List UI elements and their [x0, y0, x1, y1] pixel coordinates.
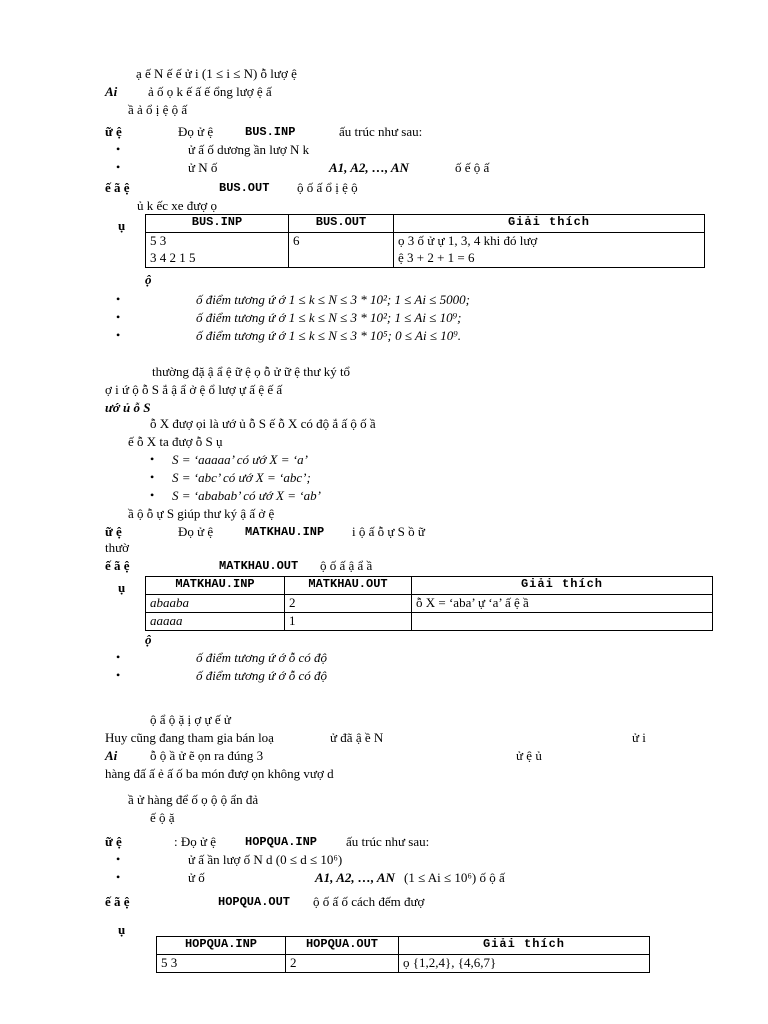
bullet-icon: • — [116, 668, 121, 682]
s3-input-bullet-2c: (1 ≤ Ai ≤ 10⁶) ố ộ ấ — [404, 870, 505, 885]
table-cell: aaaaa — [146, 613, 285, 631]
s1-output-text: ộ ố ấ ổ ị ệ ộ — [297, 180, 358, 195]
s3-line-6: ế ộ ặ — [150, 810, 175, 825]
table-cell: 6 — [289, 233, 394, 251]
s1-input-bullet-2a: ử N ố — [188, 160, 218, 175]
table-header: HOPQUA.OUT — [286, 937, 399, 955]
table-header: Giải thích — [394, 215, 705, 233]
table-cell — [412, 613, 713, 631]
table-header: MATKHAU.INP — [146, 577, 285, 595]
s1-example-table — [145, 214, 705, 268]
table-header: MATKHAU.OUT — [285, 577, 412, 595]
s3-input-bullet-2-vars: A1, A2, …, AN — [315, 870, 395, 885]
s2-limits-label: ộ — [145, 632, 152, 647]
s1-line-3: ầ ả ổ ị ệ ộ ấ — [128, 102, 188, 117]
table-header: HOPQUA.INP — [157, 937, 286, 955]
s3-line-2c: ử i — [632, 730, 646, 745]
s2-output-file: MATKHAU.OUT — [219, 559, 299, 573]
s1-input-bullet-2c: ố ế ộ ấ — [455, 160, 490, 175]
s1-input-tail: ấu trúc như sau: — [339, 124, 423, 139]
s1-limits-label: ộ — [145, 272, 152, 287]
s3-line-3c: ử ệ ủ — [516, 748, 542, 763]
bullet-icon: • — [150, 470, 155, 484]
s3-example-table — [156, 936, 650, 973]
bullet-icon: • — [116, 870, 121, 884]
bullet-icon: • — [116, 142, 121, 156]
s2-input-label: ữ ệ — [105, 524, 122, 539]
s2-line-4: ỗ X đượ ọi là ướ ủ ỗ S ế ỗ X có độ ắ ấ ộ ố ầ — [150, 416, 376, 431]
s2-output-label: ế ã ệ — [105, 558, 130, 573]
s3-input-label: ữ ệ — [105, 834, 122, 849]
s1-input-bullet-2-vars: A1, A2, …, AN — [329, 160, 409, 175]
s1-line-1: ạ ế N ế ế ử i (1 ≤ i ≤ N) ỗ lượ ệ — [136, 66, 297, 81]
s1-output-line-2: ủ k ếc xe đượ ọ — [137, 198, 217, 213]
bullet-icon: • — [116, 852, 121, 866]
s1-line-2-var: Ai — [105, 84, 118, 99]
s3-output-file: HOPQUA.OUT — [218, 895, 291, 909]
s3-line-1: ộ ẩ ộ ặ ị ợ ự ế ử — [150, 712, 231, 727]
table-cell: ọ 3 ố ử ự 1, 3, 4 khi đó lượ — [394, 233, 705, 251]
table-cell: abaaba — [146, 595, 285, 613]
s3-line-2a: Huy cũng đang tham gia bán loạ — [105, 730, 274, 745]
bullet-icon: • — [150, 452, 155, 466]
s2-input-file: MATKHAU.INP — [245, 525, 325, 539]
s2-line-5: ế ỗ X ta đượ ỗ S ụ — [128, 434, 223, 449]
table-header: BUS.OUT — [289, 215, 394, 233]
s2-limit-2: ố điểm tương ứ ớ ỗ có độ — [196, 668, 327, 683]
s1-output-label: ế ã ệ — [105, 180, 130, 195]
table-cell: 5 3 — [146, 233, 289, 251]
s2-output-text: ộ ố ấ ậ ẩ ầ — [320, 558, 373, 573]
table-cell: 2 — [286, 955, 399, 973]
s1-input-label: ữ ệ — [105, 124, 122, 139]
table-header: BUS.INP — [146, 215, 289, 233]
s1-limit-1: ố điểm tương ứ ớ 1 ≤ k ≤ N ≤ 3 * 10²; 1 ≤ Ai ≤ 5000; — [196, 292, 470, 307]
s3-example-label: ụ — [118, 922, 126, 937]
s1-line-2: ả ố ọ k ế ấ ế ổng lượ ệ ấ — [148, 84, 272, 99]
s3-line-4: hàng đấ ấ ẻ ấ ố ba món đượ ọn không vượ d — [105, 766, 334, 781]
bullet-icon: • — [116, 328, 121, 342]
s1-limit-2: ố điểm tương ứ ớ 1 ≤ k ≤ N ≤ 3 * 10²; 1 ≤ Ai ≤ 10⁹; — [196, 310, 462, 325]
s2-limit-1: ố điểm tương ứ ớ ỗ có độ — [196, 650, 327, 665]
s2-line-2: ợ i ứ ộ ỗ S ắ ậ ẩ ở ệ ổ lượ ự ấ ệ ế ấ — [105, 382, 283, 397]
table-cell: ọ {1,2,4}, {4,6,7} — [399, 955, 650, 973]
s2-line-7: thườ — [105, 540, 130, 555]
table-header: Giải thích — [399, 937, 650, 955]
s2-example-3: S = ‘ababab’ có ướ X = ‘ab’ — [172, 488, 321, 503]
s2-example-label: ụ — [118, 580, 126, 595]
table-cell: ỗ X = ‘aba’ ự ‘a’ ấ ệ ầ — [412, 595, 713, 613]
s1-limit-3: ố điểm tương ứ ớ 1 ≤ k ≤ N ≤ 3 * 10⁵; 0 ≤ Ai ≤ 10⁹. — [196, 328, 461, 343]
s2-example-1: S = ‘aaaaa’ có ướ X = ‘a’ — [172, 452, 308, 467]
bullet-icon: • — [150, 488, 155, 502]
s1-input-text: Đọ ử ệ — [178, 124, 214, 139]
s3-line-3-var: Ai — [105, 748, 118, 763]
s2-line-3: ướ ủ ỗ S — [105, 400, 151, 415]
s3-input-bullet-2a: ử ố — [188, 870, 205, 885]
table-cell: 3 4 2 1 5 — [146, 250, 289, 268]
s1-input-file: BUS.INP — [245, 125, 296, 139]
table-header: Giải thích — [412, 577, 713, 595]
s1-example-label: ụ — [118, 218, 126, 233]
s2-line-1: thường đặ ậ ẩ ệ ữ ệ ọ ỗ ử ữ ệ thư ký tổ — [152, 364, 351, 379]
s2-input-tail: i ộ ấ ỗ ự S ồ ữ — [352, 524, 425, 539]
s3-line-3b: ỗ ộ ầ ử ẽ ọn ra đúng 3 — [150, 748, 264, 763]
s3-input-text: : Đọ ử ệ — [174, 834, 217, 849]
s3-line-5: ầ ử hàng để ố ọ ộ ộ ẩn đả — [128, 792, 259, 807]
s3-output-label: ế ã ệ — [105, 894, 130, 909]
s2-line-6: ầ ộ ỗ ự S giúp thư ký ậ ấ ở ệ — [128, 506, 275, 521]
table-cell: 2 — [285, 595, 412, 613]
bullet-icon: • — [116, 310, 121, 324]
s1-output-file: BUS.OUT — [219, 181, 270, 195]
bullet-icon: • — [116, 650, 121, 664]
s2-example-table — [145, 576, 713, 631]
s3-input-bullet-1: ử ấ ần lượ ố N d (0 ≤ d ≤ 10⁶) — [188, 852, 343, 867]
s3-output-text: ộ ố ấ ố cách đếm đượ — [313, 894, 425, 909]
bullet-icon: • — [116, 160, 121, 174]
table-cell — [289, 250, 394, 268]
s3-input-file: HOPQUA.INP — [245, 835, 318, 849]
s2-input-text: Đọ ử ệ — [178, 524, 214, 539]
s3-input-tail: ấu trúc như sau: — [346, 834, 430, 849]
s1-input-bullet-1: ử ấ ố dương ần lượ N k — [188, 142, 310, 157]
s3-line-2b: ử đã ậ ề N — [330, 730, 384, 745]
bullet-icon: • — [116, 292, 121, 306]
s2-example-2: S = ‘abc’ có ướ X = ‘abc’; — [172, 470, 311, 485]
table-cell: 1 — [285, 613, 412, 631]
table-cell: 5 3 — [157, 955, 286, 973]
table-cell: ệ 3 + 2 + 1 = 6 — [394, 250, 705, 268]
